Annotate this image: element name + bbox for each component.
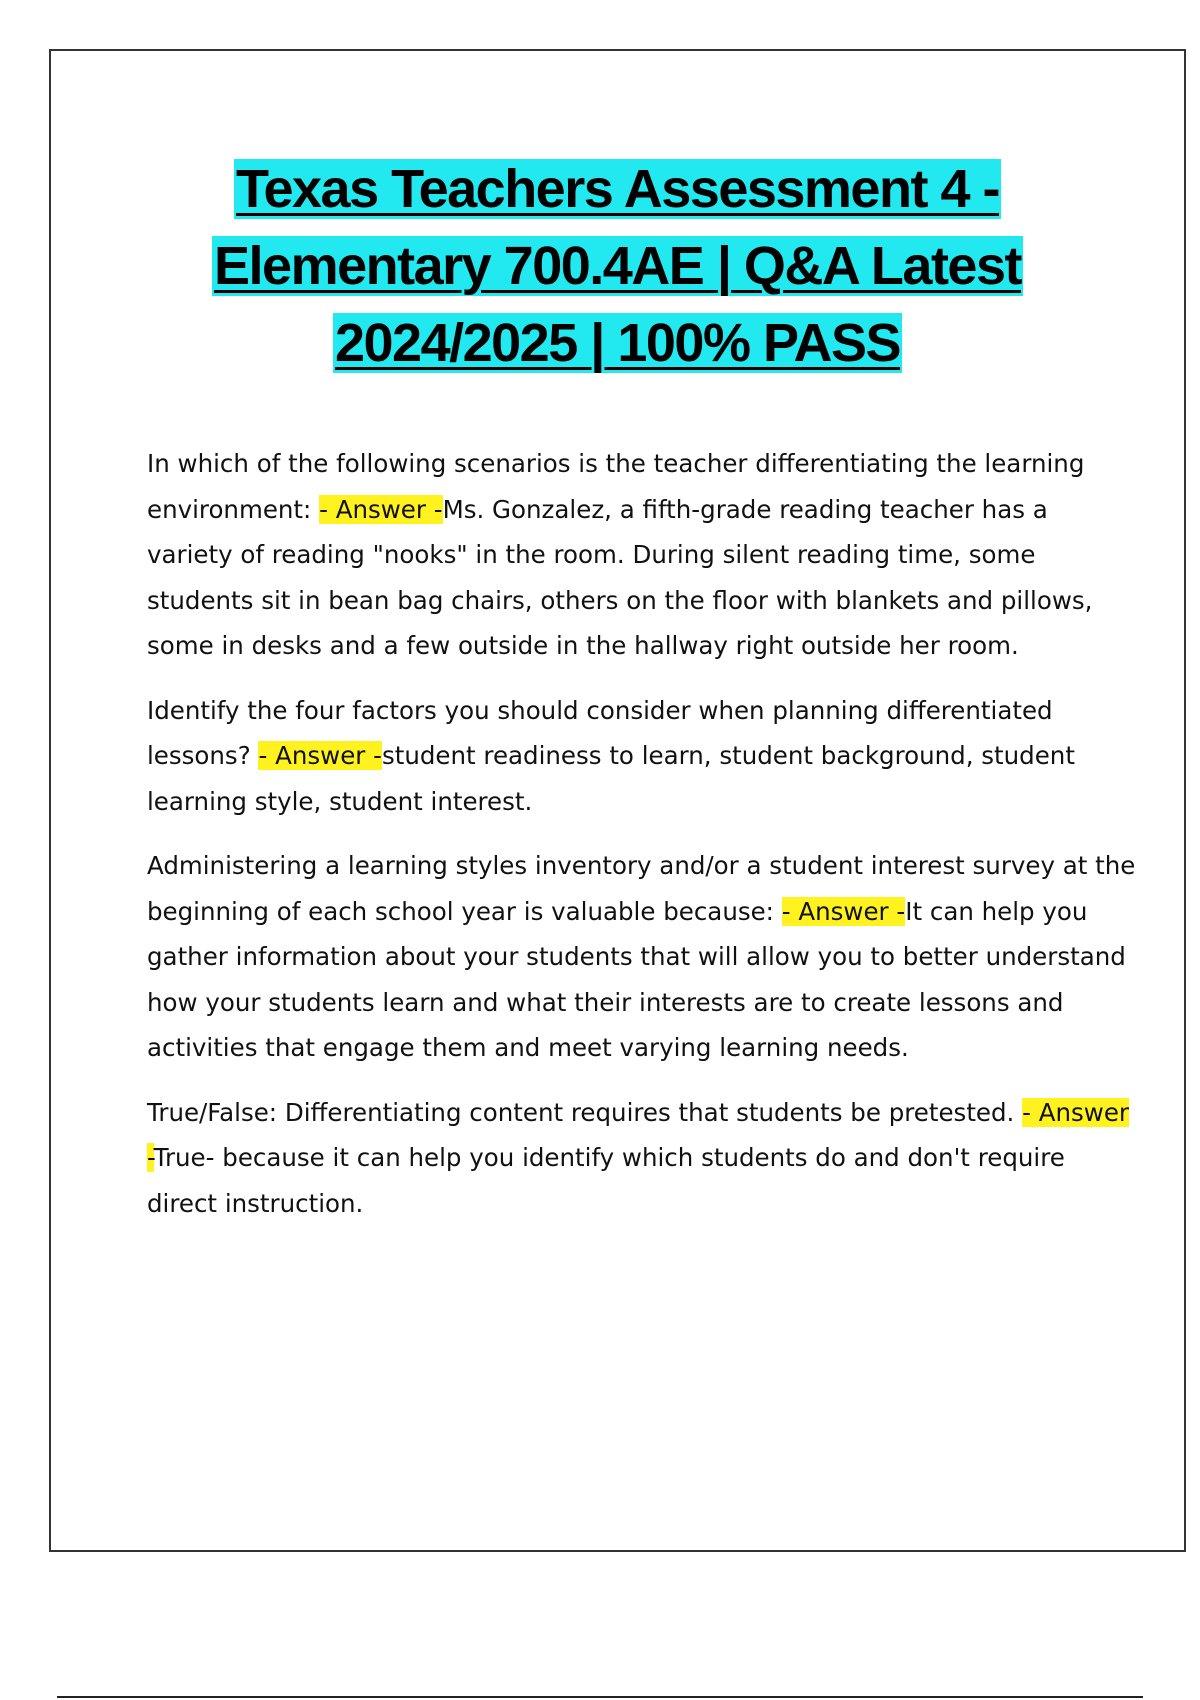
document-page [49,49,1186,1552]
qa-item [147,688,1137,825]
title-line-3: 2024/2025 | 100% PASS [334,313,901,373]
answer-marker: - Answer - [258,741,382,770]
answer-text: Ms. Gonzalez, a fifth-grade reading teacher has a variety of reading "nooks" in the room. During silent reading time, some students sit in bean bag chairs, others on the floor with blankets and pillows, some in desks and a few outside in the hallway right outside her room. [147,494,1093,660]
qa-list [147,441,1137,1245]
question-text: True/False: Differentiating content requires that students be pretested. [147,1097,1023,1127]
answer-marker: - Answer - [781,896,906,926]
answer-text: It can help you gather information about your students that will allow you to better understand how your students learn and what their interests are to create lessons and activities that engage them and meet varying learning needs. [147,896,1126,1062]
question-text: Administering a learning styles inventory and/or a student interest survey at the beginning of each school year is valuable because: [147,851,1136,926]
qa-item [147,1090,1137,1227]
qa-item [147,843,1137,1071]
qa-item [147,441,1137,669]
answer-text: True- because it can help you identify which students do and don't require direct instruction. [147,1143,1065,1218]
question-text: In which of the following scenarios is the teacher differentiating the learning environment: [147,449,1085,524]
next-page-divider [57,1696,1143,1698]
title-line-1: Texas Teachers Assessment 4 - [236,159,999,219]
document-title [51,151,1184,382]
answer-text: student readiness to learn, student background, student learning style, student interest. [147,741,1075,816]
question-text: Identify the four factors you should consider when planning differentiated lessons? [147,695,1053,770]
answer-marker: - Answer - [147,1097,1129,1172]
title-line-2: Elementary 700.4AE | Q&A Latest [214,236,1021,296]
answer-marker: - Answer - [319,494,443,524]
